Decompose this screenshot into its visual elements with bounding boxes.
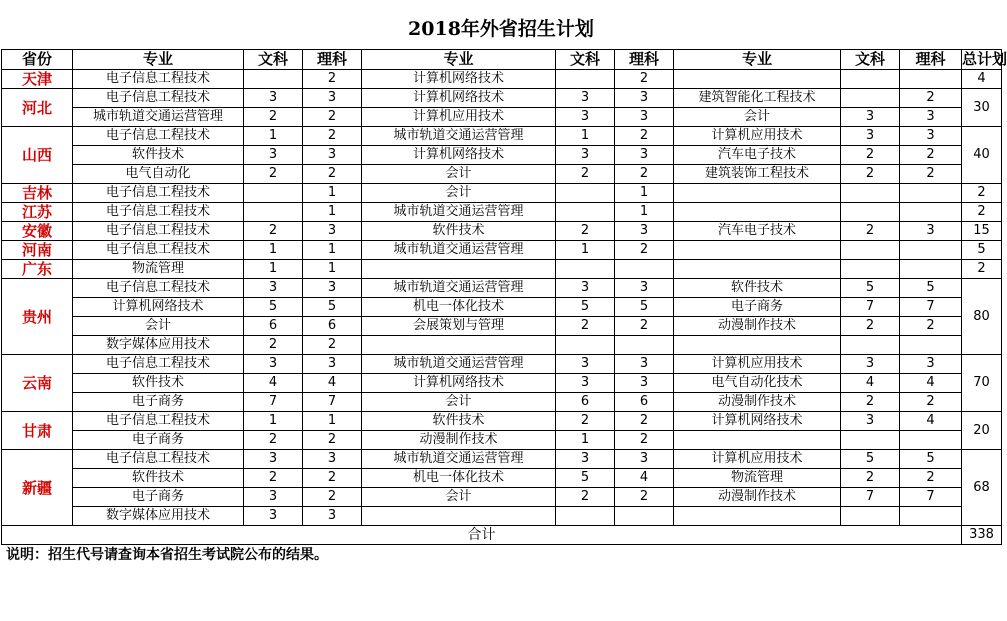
table-cell (841, 507, 900, 526)
table-cell: 计算机网络技术 (73, 298, 244, 317)
table-cell (841, 431, 900, 450)
table-cell: 7 (841, 298, 900, 317)
table-cell: 2 (303, 469, 362, 488)
table-cell: 建筑装饰工程技术 (674, 165, 841, 184)
table-cell: 电子信息工程技术 (73, 89, 244, 108)
table-cell: 3 (615, 355, 674, 374)
table-cell: 城市轨道交通运营管理 (362, 241, 556, 260)
header-row (2, 50, 1002, 70)
table-cell: 2 (303, 127, 362, 146)
table-cell: 7 (841, 488, 900, 507)
table-cell (556, 203, 615, 222)
table-cell: 3 (615, 279, 674, 298)
table-cell (674, 203, 841, 222)
table-cell: 5 (556, 469, 615, 488)
enrollment-table (1, 49, 1007, 545)
table-cell: 3 (244, 279, 303, 298)
table-cell: 3 (900, 127, 962, 146)
province-cell: 吉林 (2, 184, 73, 203)
table-cell: 7 (900, 488, 962, 507)
page-title: 2018年外省招生计划 (408, 18, 594, 40)
table-cell: 动漫制作技术 (674, 488, 841, 507)
table-cell: 2 (900, 165, 962, 184)
table-cell: 电子商务 (73, 488, 244, 507)
table-cell: 1 (244, 127, 303, 146)
table-cell: 3 (556, 89, 615, 108)
table-cell: 2 (615, 317, 674, 336)
table-cell: 计算机网络技术 (362, 89, 556, 108)
table-row (2, 127, 1002, 146)
table-cell: 2 (244, 469, 303, 488)
table-cell: 电子信息工程技术 (73, 412, 244, 431)
table-cell: 3 (556, 355, 615, 374)
total-cell: 15 (962, 222, 1002, 241)
province-cell: 山西 (2, 127, 73, 184)
table-cell: 3 (303, 146, 362, 165)
table-cell (615, 507, 674, 526)
column-header: 专业 (674, 50, 841, 70)
table-cell (362, 507, 556, 526)
table-cell: 电子信息工程技术 (73, 70, 244, 89)
table-cell: 会计 (362, 184, 556, 203)
table-cell: 1 (303, 203, 362, 222)
table-cell: 3 (244, 146, 303, 165)
table-cell: 电子信息工程技术 (73, 184, 244, 203)
table-cell: 1 (303, 412, 362, 431)
province-cell: 河南 (2, 241, 73, 260)
column-header: 理科 (303, 50, 362, 70)
table-cell: 1 (303, 241, 362, 260)
table-cell: 3 (615, 450, 674, 469)
table-cell: 2 (615, 241, 674, 260)
table-row (2, 203, 1002, 222)
table-cell: 3 (244, 450, 303, 469)
table-cell: 机电一体化技术 (362, 298, 556, 317)
province-cell: 江苏 (2, 203, 73, 222)
table-cell (244, 70, 303, 89)
table-cell: 5 (841, 279, 900, 298)
table-cell: 3 (841, 412, 900, 431)
table-cell: 计算机应用技术 (674, 450, 841, 469)
table-cell: 会计 (362, 393, 556, 412)
total-cell: 5 (962, 241, 1002, 260)
table-cell: 4 (615, 469, 674, 488)
total-cell: 68 (962, 450, 1002, 526)
table-cell (900, 184, 962, 203)
table-cell: 会计 (362, 488, 556, 507)
table-cell: 3 (556, 450, 615, 469)
table-cell: 4 (244, 374, 303, 393)
table-cell: 会计 (674, 108, 841, 127)
total-cell: 70 (962, 355, 1002, 412)
table-cell: 数字媒体应用技术 (73, 507, 244, 526)
table-cell: 软件技术 (674, 279, 841, 298)
table-cell: 建筑智能化工程技术 (674, 89, 841, 108)
table-row (2, 450, 1002, 469)
column-header: 专业 (362, 50, 556, 70)
total-cell: 2 (962, 184, 1002, 203)
table-cell: 计算机应用技术 (674, 127, 841, 146)
table-cell: 2 (556, 412, 615, 431)
table-cell (900, 431, 962, 450)
table-cell: 2 (841, 165, 900, 184)
table-cell: 城市轨道交通运营管理 (362, 203, 556, 222)
table-cell: 城市轨道交通运营管理 (362, 127, 556, 146)
table-row (2, 165, 1002, 184)
table-cell (615, 336, 674, 355)
table-row (2, 241, 1002, 260)
table-cell (841, 260, 900, 279)
table-cell: 2 (615, 412, 674, 431)
table-cell: 3 (303, 355, 362, 374)
table-cell: 3 (615, 89, 674, 108)
table-cell: 计算机应用技术 (674, 355, 841, 374)
table-cell: 1 (244, 260, 303, 279)
table-cell: 2 (900, 393, 962, 412)
column-header: 省份 (2, 50, 73, 70)
table-row (2, 469, 1002, 488)
table-cell (674, 507, 841, 526)
table-cell: 3 (900, 222, 962, 241)
table-cell: 动漫制作技术 (674, 393, 841, 412)
table-cell: 2 (900, 317, 962, 336)
province-cell: 广东 (2, 260, 73, 279)
table-cell: 2 (841, 393, 900, 412)
table-cell: 动漫制作技术 (674, 317, 841, 336)
table-cell: 城市轨道交通运营管理 (73, 108, 244, 127)
table-cell: 软件技术 (73, 146, 244, 165)
total-cell: 30 (962, 89, 1002, 127)
table-cell (841, 203, 900, 222)
table-cell: 会展策划与管理 (362, 317, 556, 336)
table-cell (556, 260, 615, 279)
table-row (2, 412, 1002, 431)
table-cell: 5 (900, 450, 962, 469)
table-cell: 计算机网络技术 (674, 412, 841, 431)
province-cell: 甘肃 (2, 412, 73, 450)
table-cell: 计算机应用技术 (362, 108, 556, 127)
table-cell: 汽车电子技术 (674, 222, 841, 241)
table-cell: 电子信息工程技术 (73, 127, 244, 146)
table-cell: 6 (303, 317, 362, 336)
table-cell: 电子信息工程技术 (73, 241, 244, 260)
table-cell: 4 (900, 412, 962, 431)
province-cell: 安徽 (2, 222, 73, 241)
table-cell: 2 (615, 165, 674, 184)
table-cell (556, 336, 615, 355)
column-header: 文科 (841, 50, 900, 70)
table-cell: 3 (303, 279, 362, 298)
table-cell: 3 (556, 374, 615, 393)
table-cell: 1 (556, 431, 615, 450)
table-cell: 电子信息工程技术 (73, 222, 244, 241)
total-cell: 80 (962, 279, 1002, 355)
table-cell (556, 70, 615, 89)
total-cell: 40 (962, 127, 1002, 184)
table-cell: 2 (900, 469, 962, 488)
table-cell: 软件技术 (362, 222, 556, 241)
table-cell (362, 336, 556, 355)
table-row (2, 317, 1002, 336)
table-cell: 2 (244, 431, 303, 450)
table-cell: 计算机网络技术 (362, 70, 556, 89)
table-cell (674, 336, 841, 355)
table-cell: 4 (900, 374, 962, 393)
table-cell: 3 (244, 355, 303, 374)
table-cell: 3 (303, 450, 362, 469)
total-cell: 20 (962, 412, 1002, 450)
table-cell (244, 184, 303, 203)
table-cell: 2 (244, 165, 303, 184)
table-cell: 5 (615, 298, 674, 317)
table-cell: 2 (615, 70, 674, 89)
table-cell: 软件技术 (73, 374, 244, 393)
table-cell: 3 (615, 146, 674, 165)
table-cell: 5 (244, 298, 303, 317)
table-row (2, 146, 1002, 165)
table-row (2, 488, 1002, 507)
table-cell: 5 (841, 450, 900, 469)
table-cell (900, 507, 962, 526)
sum-row (2, 526, 1002, 545)
table-cell: 3 (900, 108, 962, 127)
table-cell (674, 241, 841, 260)
table-cell: 3 (615, 108, 674, 127)
table-cell: 2 (303, 488, 362, 507)
table-cell: 5 (556, 298, 615, 317)
sum-label: 合计 (2, 526, 962, 545)
table-row (2, 70, 1002, 89)
table-cell: 2 (303, 108, 362, 127)
table-cell: 2 (244, 108, 303, 127)
table-cell: 3 (303, 89, 362, 108)
table-cell (841, 70, 900, 89)
table-cell: 2 (615, 431, 674, 450)
table-cell (900, 70, 962, 89)
table-cell: 城市轨道交通运营管理 (362, 279, 556, 298)
column-header: 专业 (73, 50, 244, 70)
table-cell: 2 (615, 127, 674, 146)
province-cell: 贵州 (2, 279, 73, 355)
table-cell: 2 (841, 222, 900, 241)
table-cell (674, 184, 841, 203)
table-row (2, 336, 1002, 355)
table-cell: 会计 (362, 165, 556, 184)
table-cell (556, 184, 615, 203)
table-cell: 1 (615, 203, 674, 222)
table-cell: 城市轨道交通运营管理 (362, 355, 556, 374)
table-cell: 2 (303, 431, 362, 450)
total-cell: 2 (962, 203, 1002, 222)
table-cell: 计算机网络技术 (362, 374, 556, 393)
table-cell: 3 (303, 222, 362, 241)
column-header: 文科 (244, 50, 303, 70)
table-row (2, 279, 1002, 298)
table-cell: 3 (303, 507, 362, 526)
table-row (2, 89, 1002, 108)
column-header: 理科 (900, 50, 962, 70)
table-cell: 机电一体化技术 (362, 469, 556, 488)
table-cell: 2 (556, 165, 615, 184)
table-cell: 5 (900, 279, 962, 298)
table-cell (841, 89, 900, 108)
footnote: 说明：招生代号请查询本省招生考试院公布的结果。 (6, 547, 328, 563)
table-cell: 2 (303, 165, 362, 184)
table-cell: 动漫制作技术 (362, 431, 556, 450)
table-row (2, 184, 1002, 203)
table-cell: 电子信息工程技术 (73, 355, 244, 374)
table-row (2, 260, 1002, 279)
table-cell: 2 (841, 146, 900, 165)
table-cell: 物流管理 (73, 260, 244, 279)
table-cell (900, 260, 962, 279)
province-cell: 云南 (2, 355, 73, 412)
table-cell: 城市轨道交通运营管理 (362, 450, 556, 469)
table-cell: 电子商务 (73, 431, 244, 450)
table-cell: 4 (841, 374, 900, 393)
table-cell (900, 241, 962, 260)
sum-value: 338 (962, 526, 1002, 545)
table-cell: 1 (244, 412, 303, 431)
table-cell: 3 (615, 374, 674, 393)
table-cell: 2 (303, 70, 362, 89)
table-cell: 3 (556, 108, 615, 127)
table-cell: 2 (615, 488, 674, 507)
table-cell: 2 (841, 469, 900, 488)
table-cell: 3 (556, 279, 615, 298)
column-header: 理科 (615, 50, 674, 70)
table-cell: 2 (244, 336, 303, 355)
table-cell: 数字媒体应用技术 (73, 336, 244, 355)
table-cell: 2 (244, 222, 303, 241)
table-cell (244, 203, 303, 222)
table-cell: 汽车电子技术 (674, 146, 841, 165)
table-cell (674, 431, 841, 450)
table-cell: 1 (244, 241, 303, 260)
table-row (2, 298, 1002, 317)
table-cell: 6 (615, 393, 674, 412)
table-cell: 软件技术 (362, 412, 556, 431)
table-cell: 1 (556, 127, 615, 146)
table-cell: 电子信息工程技术 (73, 203, 244, 222)
table-cell: 2 (556, 488, 615, 507)
table-cell: 7 (900, 298, 962, 317)
province-cell: 河北 (2, 89, 73, 127)
table-cell: 3 (244, 488, 303, 507)
table-cell (900, 203, 962, 222)
column-header: 总计划 (962, 50, 1007, 68)
table-cell: 3 (556, 146, 615, 165)
table-cell (841, 241, 900, 260)
table-cell (674, 70, 841, 89)
table-cell: 2 (556, 317, 615, 336)
table-cell: 电子商务 (674, 298, 841, 317)
table-cell: 3 (841, 108, 900, 127)
province-cell: 新疆 (2, 450, 73, 526)
table-cell: 3 (841, 355, 900, 374)
table-cell (674, 260, 841, 279)
table-cell: 1 (615, 184, 674, 203)
table-cell: 3 (841, 127, 900, 146)
table-cell: 2 (303, 336, 362, 355)
table-cell: 电气自动化技术 (674, 374, 841, 393)
table-cell: 5 (303, 298, 362, 317)
table-cell (362, 260, 556, 279)
total-cell: 4 (962, 70, 1002, 89)
table-cell: 1 (303, 184, 362, 203)
table-cell: 3 (615, 222, 674, 241)
column-header: 文科 (556, 50, 615, 70)
table-cell: 3 (900, 355, 962, 374)
table-cell: 7 (303, 393, 362, 412)
table-cell: 6 (556, 393, 615, 412)
table-cell: 3 (244, 89, 303, 108)
table-cell: 软件技术 (73, 469, 244, 488)
province-cell: 天津 (2, 70, 73, 89)
table-row (2, 507, 1002, 526)
table-cell: 电子商务 (73, 393, 244, 412)
table-cell: 电子信息工程技术 (73, 279, 244, 298)
table-cell (556, 507, 615, 526)
table-cell: 1 (556, 241, 615, 260)
table-cell: 6 (244, 317, 303, 336)
table-cell: 物流管理 (674, 469, 841, 488)
table-cell: 2 (900, 89, 962, 108)
table-cell: 电子信息工程技术 (73, 450, 244, 469)
total-cell: 2 (962, 260, 1002, 279)
table-cell (841, 184, 900, 203)
table-cell (615, 260, 674, 279)
table-row (2, 222, 1002, 241)
table-cell: 2 (841, 317, 900, 336)
table-cell (900, 336, 962, 355)
table-cell: 会计 (73, 317, 244, 336)
table-row (2, 108, 1002, 127)
table-row (2, 431, 1002, 450)
table-row (2, 393, 1002, 412)
table-row (2, 374, 1002, 393)
table-cell: 4 (303, 374, 362, 393)
table-cell: 3 (244, 507, 303, 526)
table-cell: 电气自动化 (73, 165, 244, 184)
table-cell: 7 (244, 393, 303, 412)
table-cell: 计算机网络技术 (362, 146, 556, 165)
table-cell: 2 (556, 222, 615, 241)
table-cell: 1 (303, 260, 362, 279)
table-row (2, 355, 1002, 374)
table-cell (841, 336, 900, 355)
table-cell: 2 (900, 146, 962, 165)
